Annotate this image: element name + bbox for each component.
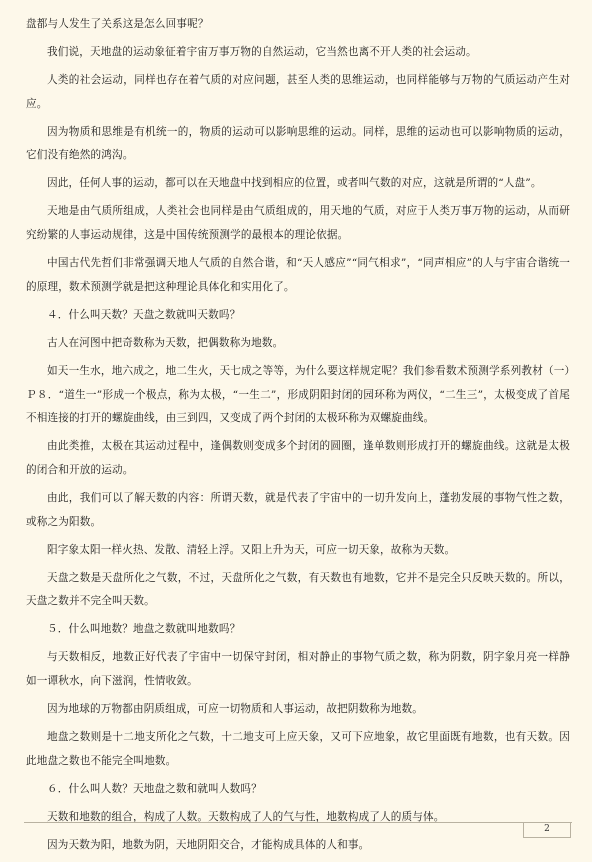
question-heading-5: ５．什么叫地数？地盘之数就叫地数吗？ [47,623,241,636]
document-body [26,13,570,862]
paragraph-14: 天盘之数是天盘所化之气数，不过，天盘所化之气数，有天数也有地数，它并不是完全只反映天数的。所以，天盘之数并不完全叫天数。 [26,571,570,608]
paragraph-10: 如天一生水，地六成之，地二生火，天七成之等等，为什么要这样规定呢？我们参看数术预测学系列教材（一）Ｐ８．“道生一”形成一个极点，称为太极，“一生二”，形成阴阳封闭的园环称为两仪，“二生三”，太极变成了首尾不相连接的打开的螺旋曲线，由三到四，又变成了两个封闭的太极环称为双螺旋曲线。 [26,364,570,425]
paragraph-13: 阳字象太阳一样火热、发散、清轻上浮。又阳上升为天，可应一切天象，故称为天数。 [47,543,456,556]
question-heading-4: ４．什么叫天数？天盘之数就叫天数吗？ [47,308,241,321]
paragraph-11: 由此类推，太极在其运动过程中，逢偶数则变成多个封闭的圆圈，逢单数则形成打开的螺旋曲线。这就是太极的闭合和开放的运动。 [26,440,570,476]
paragraph-1: 盘都与人发生了关系这是怎么回事呢？ [26,18,209,30]
paragraph-2: 我们说，天地盘的运动象征着宇宙万事万物的自然运动，它当然也离不开人类的社会运动。 [47,46,477,58]
paragraph-9: 古人在河图中把奇数称为天数，把偶数称为地数。 [47,336,284,349]
paragraph-21: 因为天数为阳，地数为阴，天地阴阳交合，才能构成具体的人和事。 [47,838,370,851]
question-heading-6: ６．什么叫人数？天地盘之数和就叫人数吗？ [47,782,262,795]
paragraph-16: 与天数相反，地数正好代表了宇宙中一切保守封闭，相对静止的事物气质之数，称为阴数，阴字象月亮一样静如一谭秋水，向下滋润，性情收敛。 [26,651,570,688]
paragraph-20: 天数和地数的组合，构成了人数。天数构成了人的气与性，地数构成了人的质与体。 [47,810,445,823]
paragraph-12: 由此，我们可以了解天数的内容：所谓天数，就是代表了宇宙中的一切升发向上，蓬勃发展的事物气性之数，或称之为阳数。 [26,491,570,528]
paragraph-4: 因为物质和思维是有机统一的，物质的运动可以影响思维的运动。同样，思维的运动也可以影响物质的运动，它们没有绝然的鸿沟。 [26,125,570,162]
paragraph-5: 因此，任何人事的运动，都可以在天地盘中找到相应的位置，或者叫气数的对应，这就是所谓的“人盘”。 [47,177,542,190]
paragraph-17: 因为地球的万物都由阴质组成，可应一切物质和人事运动，故把阴数称为地数。 [47,703,424,716]
paragraph-3: 人类的社会运动，同样也存在着气质的对应问题，甚至人类的思维运动，也同样能够与万物的气质运动产生对应。 [26,74,570,110]
paragraph-18: 地盘之数则是十二地支所化之气数，十二地支可上应天象，又可下应地象，故它里面既有地数，也有天数。因此地盘之数也不能完全叫地数。 [26,731,570,767]
page-number: 2 [523,822,571,838]
footer-rule [24,822,572,823]
paragraph-7: 中国古代先哲们非常强调天地人气质的自然合谐，和“天人感应”“同气相求”，“同声相应”的人与宇宙合谐统一的原理，数术预测学就是把这种理论具体化和实用化了。 [26,257,570,293]
paragraph-6: 天地是由气质所组成，人类社会也同样是由气质组成的，用天地的气质，对应于人类万事万物的运动，从而研究纷繁的人事运动规律，这是中国传统预测学的最根本的理论依据。 [26,205,570,242]
